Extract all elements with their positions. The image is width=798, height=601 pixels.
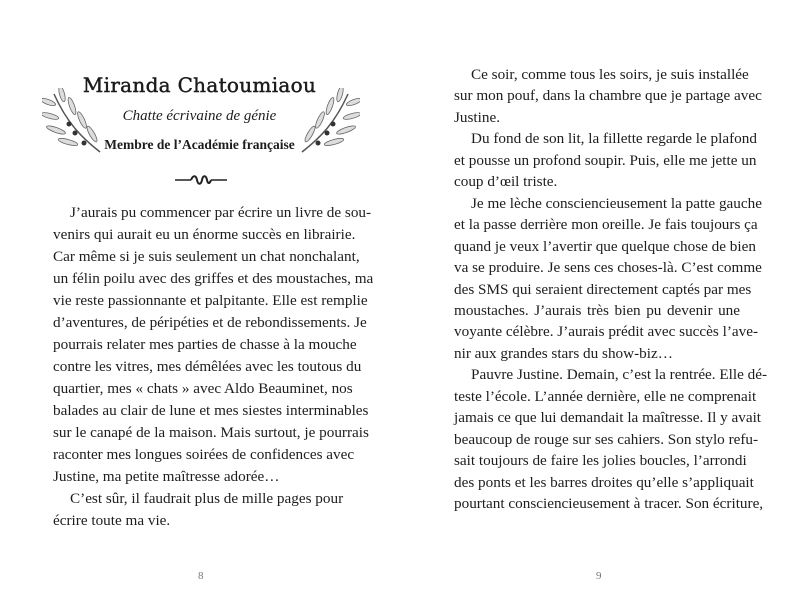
text-line: venirs qui aurait eu un énorme succès en librairie. — [53, 226, 356, 243]
author-name: Miranda Chatoumiaou — [82, 73, 317, 97]
text-line: et pousse un profond soupir. Puis, elle me jette un — [454, 151, 757, 169]
text-line: sait toujours de faire les jolies boucles, l’arrondi — [454, 452, 747, 470]
text-line: Justine, ma petite maîtresse adorée… — [53, 468, 280, 485]
text-line: Ce soir, comme tous les soirs, je suis installée — [471, 66, 749, 83]
page-number: 8 — [198, 570, 204, 582]
text-line: raconter mes longues soirées de confidences avec — [53, 446, 355, 463]
text-line: quand je veux l’avertir que quelque chose de bien — [454, 237, 756, 255]
text-line: sur le canapé de la maison. Mais surtout, je pourrais — [53, 424, 369, 441]
page-number: 9 — [596, 570, 602, 582]
text-line: un félin poilu avec des griffes et des moustaches, ma — [53, 270, 374, 287]
text-line: Justine. — [454, 108, 500, 126]
right-page — [399, 0, 798, 601]
text-line: Je me lèche consciencieusement la patte gauche — [471, 194, 762, 212]
text-line: écrire toute ma vie. — [53, 512, 171, 529]
text-line: Car même si je suis seulement un chat nonchalant, — [53, 248, 360, 265]
text-line: coup d’œil triste. — [454, 173, 558, 191]
text-line: Pauvre Justine. Demain, c’est la rentrée. Elle dé- — [471, 366, 768, 384]
text-line: pourtant consciencieusement à tracer. Son écriture, — [454, 495, 764, 512]
text-line: d’aventures, de péripéties et de rebondissements. Je — [53, 314, 367, 331]
text-line: des SMS qui seraient directement captés par mes — [454, 280, 752, 298]
text-line: vie reste passionnante et palpitante. Elle est remplie — [53, 292, 368, 309]
text-line: voyante célèbre. J’aurais prédit avec succès l’ave- — [454, 323, 759, 341]
text-line: J’aurais pu commencer par écrire un livre de sou- — [70, 204, 372, 221]
text-line: pourrais relater mes parties de chasse à la mouche — [53, 336, 357, 353]
text-line: contre les vitres, mes démêlées avec les toutous du — [53, 358, 362, 375]
text-line: beaucoup de rouge sur ses cahiers. Son stylo refu- — [454, 430, 759, 448]
author-membership: Membre de l’Académie française — [104, 137, 295, 152]
text-line: des ponts et les barres droites qu’elle s’appliquait — [454, 473, 754, 491]
text-line: teste l’école. L’année dernière, elle ne comprenait — [454, 387, 757, 405]
text-line: C’est sûr, il faudrait plus de mille pages pour — [70, 490, 344, 507]
text-line: sur mon pouf, dans la chambre que je partage avec — [454, 87, 762, 105]
text-line: va se produire. Je sens ces choses-là. C’est comme — [454, 259, 762, 277]
text-line: Du fond de son lit, la fillette regarde le plafond — [471, 130, 757, 148]
text-line: balades au clair de lune et mes siestes interminables — [53, 402, 369, 419]
text-line: moustaches. J’aurais très bien pu devenir une — [454, 301, 740, 319]
text-line: quartier, mes « chats » avec Aldo Beauminet, nos — [53, 380, 353, 397]
text-line: et la passe derrière mon oreille. Je fais toujours ça — [454, 216, 758, 234]
ornament-divider-icon — [173, 173, 229, 187]
text-line: nir aux grandes stars du show-biz… — [454, 344, 673, 362]
author-subtitle: Chatte écrivaine de génie — [122, 108, 277, 124]
text-line: jamais ce que lui demandait la maîtresse. Il y avait — [454, 409, 762, 427]
